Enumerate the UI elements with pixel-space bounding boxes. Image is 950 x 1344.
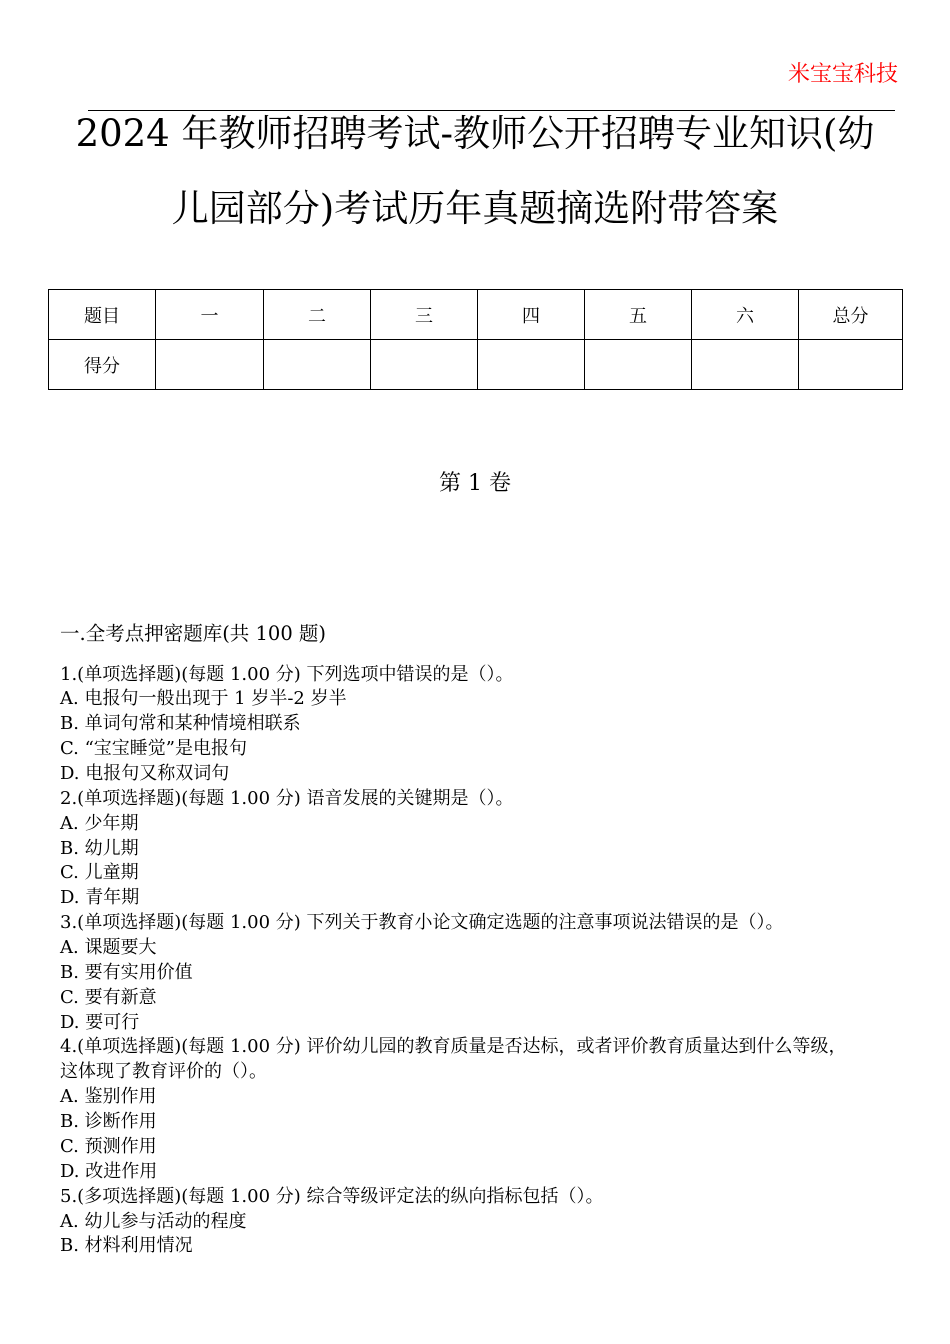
score-table-header-cell: 五 [585, 290, 692, 340]
question-option: C. 预测作用 [60, 1135, 157, 1157]
question-option: A. 少年期 [60, 812, 139, 834]
question-option: D. 电报句又称双词句 [60, 763, 230, 785]
score-table [48, 289, 903, 390]
question [60, 1185, 920, 1260]
question-stem: 3.(单项选择题)(每题 1.00 分) 下列关于教育小论文确定选题的注意事项说法错误的是（）。 [60, 912, 784, 934]
score-row-label: 得分 [49, 340, 156, 390]
question-option: D. 要可行 [60, 1011, 140, 1033]
score-cell [156, 340, 264, 390]
question-option: B. 材料利用情况 [60, 1235, 193, 1257]
question-option: D. 青年期 [60, 887, 140, 909]
document-title-line-2: 儿园部分)考试历年真题摘选附带答案 [171, 187, 779, 230]
score-table-header-cell: 三 [371, 290, 478, 340]
score-table-header-cell: 一 [156, 290, 264, 340]
question-stem-continuation: 这体现了教育评价的（）。 [60, 1061, 267, 1083]
question [60, 911, 920, 1035]
question-option: C. “宝宝睡觉”是电报句 [60, 738, 247, 760]
score-table-header-cell: 二 [264, 290, 371, 340]
question-option: C. 儿童期 [60, 862, 139, 884]
question-option: C. 要有新意 [60, 986, 157, 1008]
question [60, 787, 920, 911]
question-option: B. 要有实用价值 [60, 961, 193, 983]
question-option: B. 单词句常和某种情境相联系 [60, 713, 301, 735]
score-table-header-cell: 六 [692, 290, 799, 340]
score-table-header-cell: 题目 [49, 290, 156, 340]
section-heading: 一.全考点押密题库(共 100 题) [60, 622, 327, 645]
brand-name: 米宝宝科技 [787, 62, 898, 87]
question-option: B. 诊断作用 [60, 1111, 157, 1133]
question-option: A. 鉴别作用 [60, 1086, 157, 1108]
question-option: A. 电报句一般出现于 1 岁半-2 岁半 [60, 688, 347, 710]
question-option: A. 幼儿参与活动的程度 [60, 1210, 247, 1232]
question-list [60, 663, 920, 1260]
question-option: D. 改进作用 [60, 1160, 158, 1182]
score-cell [799, 340, 903, 390]
score-cell [371, 340, 478, 390]
question-option: B. 幼儿期 [60, 837, 139, 859]
question [60, 663, 920, 787]
score-table-header-row [49, 290, 903, 340]
question-stem: 5.(多项选择题)(每题 1.00 分) 综合等级评定法的纵向指标包括（）。 [60, 1185, 604, 1207]
score-table-header-cell: 四 [478, 290, 585, 340]
score-table-score-row [49, 340, 903, 390]
question-stem: 2.(单项选择题)(每题 1.00 分) 语音发展的关键期是（）。 [60, 787, 514, 809]
question-stem: 4.(单项选择题)(每题 1.00 分) 评价幼儿园的教育质量是否达标，或者评价教育质量达到什么等级， [60, 1036, 847, 1058]
question [60, 1035, 920, 1184]
volume-label: 第 1 卷 [439, 471, 511, 496]
question-stem: 1.(单项选择题)(每题 1.00 分) 下列选项中错误的是（）。 [60, 663, 514, 685]
document-title-line-1: 2024 年教师招聘考试-教师公开招聘专业知识(幼 [75, 112, 875, 155]
score-table-header-cell: 总分 [799, 290, 903, 340]
score-cell [264, 340, 371, 390]
score-cell [585, 340, 692, 390]
score-cell [692, 340, 799, 390]
score-cell [478, 340, 585, 390]
question-option: A. 课题要大 [60, 937, 157, 959]
